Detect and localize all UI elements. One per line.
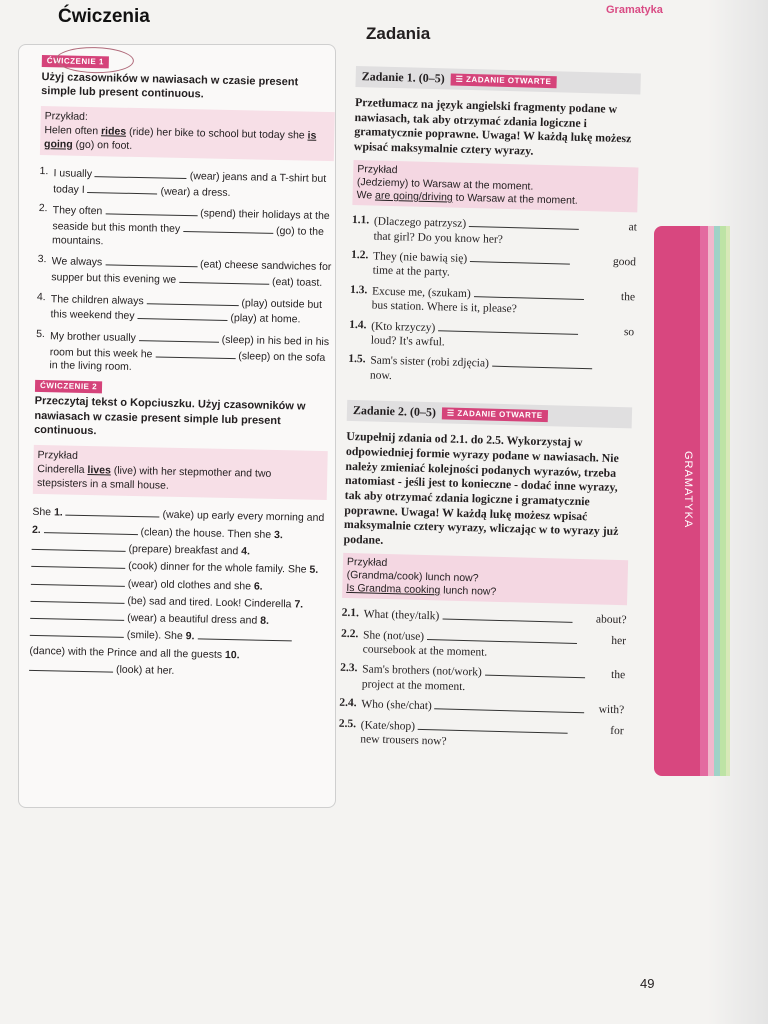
story-text: (clean) the house. Then she [140,525,275,541]
item-text: My brother usually [49,330,136,344]
example-label: Przykład [357,163,398,177]
example-text: We [356,189,376,202]
item-number: 4. [36,290,46,303]
exercise-2-instruction: Przeczytaj tekst o Kopciuszku. Użyj czasowników w nawiasach w czasie present simple lub present continuous. [33,395,306,438]
tasks-column [338,66,641,759]
answer-blank[interactable] [31,573,125,586]
item-text: They (nie bawią się) [372,250,468,266]
item-number: 3. [37,253,47,266]
example-answer: rides [100,125,127,138]
item-text: for [610,724,624,737]
item-text: Sam's sister (robi zdjęcia) [370,354,490,370]
list-item [36,291,331,328]
answer-blank[interactable] [30,625,124,638]
story-text: (wear) old clothes and she [127,577,255,593]
item-number: 1. [39,165,49,178]
gap-number: 3. [273,528,283,541]
answer-blank[interactable] [469,216,579,230]
list-item [350,283,636,320]
item-text: (wear) a dress. [160,185,231,199]
gap-number: 1. [53,506,63,519]
story-text: (be) sad and tired. Look! Cinderella [127,594,295,611]
task-1-title: Zadanie 1. (0–5) [361,69,445,86]
answer-blank[interactable] [44,522,138,535]
task-1-header [355,66,640,94]
exercise-2 [29,379,329,684]
gap-number: 5. [309,563,319,577]
item-number: 2.5. [338,717,357,730]
task-2-items [338,606,627,753]
item-text: (play) outside but this weekend they [50,296,323,323]
answer-blank[interactable] [31,556,125,569]
right-title: Zadania [366,24,431,43]
item-text: so [623,325,635,338]
item-text: (eat) toast. [271,275,323,289]
gap-number: 10. [224,648,240,662]
item-text: Who (she/chat) [361,698,432,713]
exercise-1 [35,54,336,379]
item-number: 2.4. [339,696,357,710]
item-text: with? [598,703,625,717]
example-answer: lives [87,464,111,477]
item-text: (Dlaczego patrzysz) [373,215,467,231]
list-item [38,202,333,253]
item-text: the [620,290,636,304]
task-1-items [348,213,637,389]
list-item [339,696,624,719]
gap-number: 6. [253,580,263,593]
item-text: She (not/use) [362,629,425,643]
item-text: Sam's brothers (not/work) [362,663,482,679]
example-question: (Jedziemy) to Warsaw at the moment. [356,176,534,193]
item-text: I usually [53,167,93,181]
item-text: coursebook at the moment. [362,643,488,659]
example-text: Cinderella [37,463,88,477]
answer-blank[interactable] [30,608,124,621]
item-text: The children always [50,292,144,307]
answer-blank[interactable] [105,204,197,217]
example-label: Przykład: [44,110,88,124]
item-text: They often [52,204,103,218]
item-text: Excuse me, (szukam) [371,285,471,300]
item-text: What (they/talk) [363,608,440,623]
item-text: (wear) jeans and a T-shirt but today I [53,170,327,196]
item-text: We always [51,255,103,269]
exercise-1-badge: ĆWICZENIE 1 [42,55,109,69]
gap-number: 4. [241,545,251,558]
story-text: She [32,506,55,519]
story-text: (look) at her. [115,663,175,678]
list-item [350,248,636,285]
story-text: (cook) dinner for the whole family. She [128,560,310,576]
answer-blank[interactable] [139,330,219,343]
task-2-example [342,553,628,606]
list-item [39,165,334,202]
list-item [348,352,634,389]
example-text: (go) on foot. [72,138,133,152]
example-question: (Grandma/cook) lunch now? [346,568,479,585]
answer-blank[interactable] [147,293,239,306]
answer-blank[interactable] [492,356,592,370]
example-answer: Is Grandma cooking [346,582,441,597]
open-task-badge: ☰ ZADANIE OTWARTE [442,407,548,422]
answer-blank[interactable] [29,660,113,673]
item-text: her [611,634,627,647]
item-number: 2.3. [340,662,358,675]
task-1-instruction: Przetłumacz na język angielski fragmenty podane w nawiasach, tak aby otrzymać zdania logiczne i gramatycznie poprawne. Uwaga! W każdą lukę możesz wpisać maksymalnie cztery wyrazy. [353,94,632,158]
exercise-1-items [35,165,333,379]
list-item [341,626,627,663]
gap-number: 9. [185,630,195,643]
example-answer: is going [43,129,317,151]
exercise-1-example [40,106,335,161]
list-item [341,606,626,629]
answer-blank[interactable] [474,286,584,300]
story-text: (wear) a beautiful dress and [127,612,261,627]
task-2-header [347,400,632,428]
item-text: (Kate/shop) [360,718,416,733]
list-item [37,253,332,290]
item-text: (eat) cheese sandwiches for supper but this evening we [51,258,332,286]
item-number: 2.1. [341,607,360,620]
example-text: (ride) her bike to school but today she [126,125,308,142]
answer-blank[interactable] [88,182,158,194]
answer-blank[interactable] [32,539,126,552]
exercise-column [29,54,336,683]
item-text: (play) at home. [230,312,301,326]
story-text: (prepare) breakfast and [128,542,242,558]
item-text: (sleep) on the sofa in the living room. [49,349,326,374]
task-2-title: Zadanie 2. (0–5) [352,403,437,420]
item-number: 5. [36,327,46,341]
item-number: 2.2. [340,627,359,640]
item-number: 1.3. [349,283,368,297]
item-text: about? [595,613,627,627]
cinderella-story [29,504,327,683]
task-1 [348,66,641,389]
example-text: to Warsaw at the moment. [452,191,578,208]
example-text: lunch now? [440,584,497,599]
answer-blank[interactable] [442,609,572,623]
item-text: time at the party. [372,264,450,279]
list-item [349,317,635,354]
exercise-2-badge: ĆWICZENIE 2 [35,380,102,394]
item-text: (spend) their holidays at the seaside but this month they [52,207,330,236]
gap-number: 2. [31,523,41,536]
answer-blank[interactable] [427,629,577,644]
answer-blank[interactable] [470,251,570,265]
side-tab-stripes [700,226,730,776]
answer-blank[interactable] [95,166,187,179]
item-text: that girl? Do you know her? [373,230,504,246]
answer-blank[interactable] [179,272,269,285]
list-item [35,328,330,379]
gap-number: 8. [260,614,270,628]
item-number: 1.2. [350,248,369,262]
answer-blank[interactable] [105,255,197,268]
section-header: Gramatyka [606,4,663,16]
item-text: loud? It's awful. [370,334,445,349]
item-text: the [610,669,626,682]
answer-blank[interactable] [137,308,227,321]
exercise-1-instruction: Użyj czasowników w nawiasach w czasie present simple lub present continuous. [41,70,299,101]
open-task-badge: ☰ ZADANIE OTWARTE [451,73,557,88]
item-number: 2. [38,202,48,215]
answer-blank[interactable] [66,505,160,518]
item-text: (sleep) in his bed in his room but this week he [49,333,330,360]
item-text: new trousers now? [360,733,447,748]
list-item [351,213,637,250]
page-number: 49 [640,976,655,991]
example-text: (live) with her stepmother and two stepsisters in a small house. [36,464,272,492]
item-text: bus station. Where is it, please? [371,299,517,316]
answer-blank[interactable] [435,698,585,713]
task-1-example [352,160,638,213]
exercise-2-example [33,445,328,500]
item-text: (Kto krzyczy) [371,320,436,334]
item-text: (go) to the mountains. [51,225,325,248]
side-tab-label: GRAMATYKA [682,451,694,529]
example-label: Przykład [37,449,78,463]
example-text: Helen often [44,123,102,138]
item-text: good [612,255,637,269]
list-item [340,661,626,698]
example-label: Przykład [346,555,388,569]
item-text: now. [369,369,392,382]
item-text: project at the moment. [361,678,466,693]
answer-blank[interactable] [197,629,291,642]
story-text: (wake) up early every morning and [162,508,325,525]
story-text: (dance) with the Prince and all the guests [29,644,226,661]
item-number: 1.5. [348,353,366,366]
answer-blank[interactable] [485,665,585,679]
item-number: 1.4. [349,318,367,331]
answer-blank[interactable] [438,320,578,335]
task-2 [338,400,632,754]
answer-blank[interactable] [31,591,125,604]
answer-blank[interactable] [155,346,235,359]
gap-number: 7. [294,598,304,611]
answer-blank[interactable] [183,221,273,234]
answer-blank[interactable] [418,718,568,733]
example-answer: are going/driving [374,189,453,204]
item-text: at [628,221,638,234]
item-number: 1.1. [351,214,370,227]
list-item [338,716,624,753]
left-title: Ćwiczenia [58,6,150,27]
task-2-instruction: Uzupełnij zdania od 2.1. do 2.5. Wykorzystaj w odpowiedniej formie wyrazy podane w nawiasach. Nie należy zmieniać kolejności podanych wyrazów, trzeba natomiast - jeśli jest to konieczne - dodać inne wyrazy, tak aby otrzymać zdania logiczne i gramatycznie poprawne. Uwaga! W każdą lukę możesz wpisać maksymalnie cztery wyrazy, wliczając w to wyrazy już podane. [343,428,619,548]
story-text: (smile). She [126,629,186,643]
